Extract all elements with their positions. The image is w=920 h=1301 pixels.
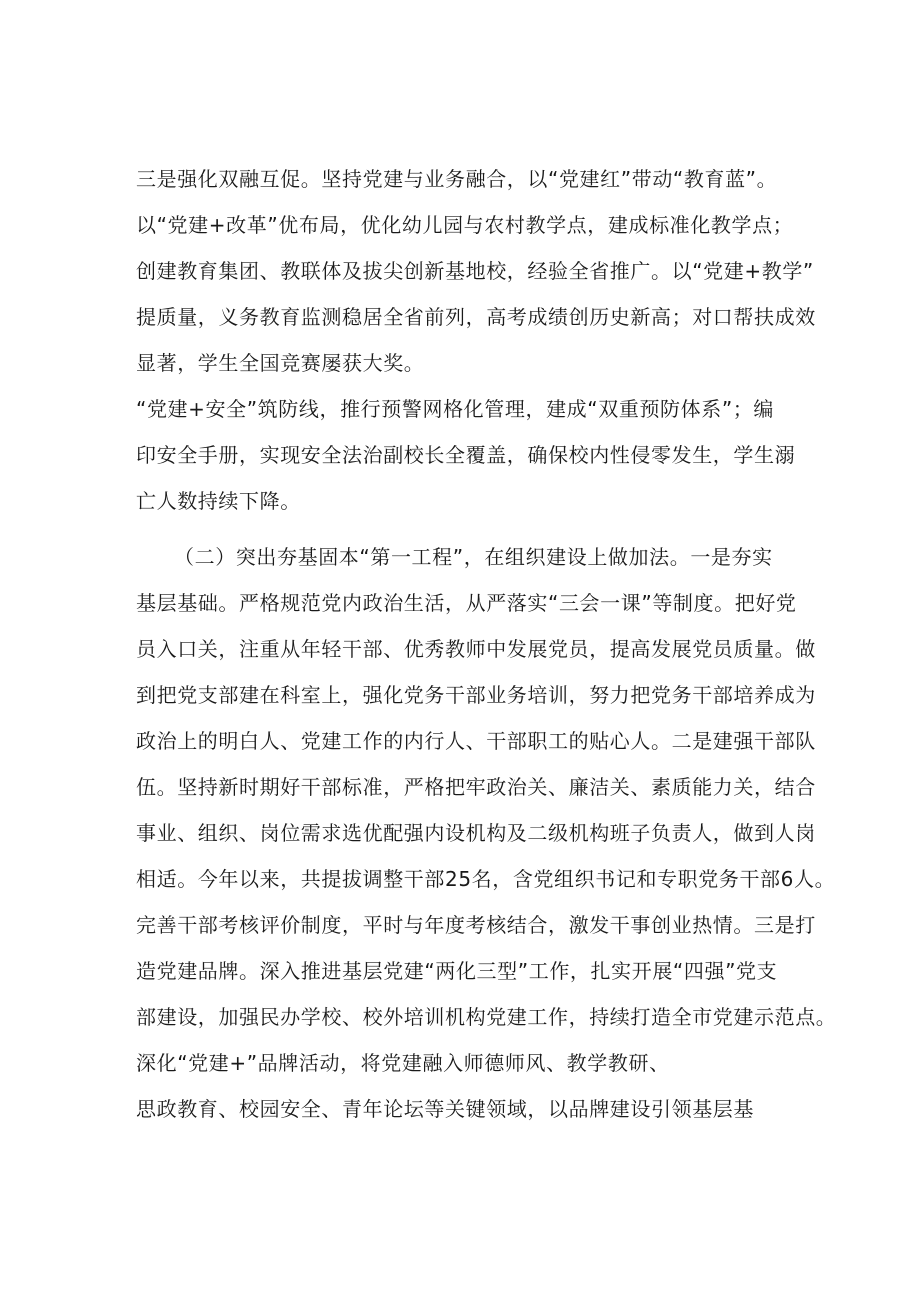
text-line: 伍。坚持新时期好干部标准，严格把牢政治关、廉洁关、素质能力关，结合 [136,775,816,799]
text-line: 基层基础。严格规范党内政治生活，从严落实“三会一课”等制度。把好党 [136,591,797,615]
text-line: 三是强化双融互促。坚持党建与业务融合，以“党建红”带动“教育蓝”。 [136,167,778,191]
text-line: 政治上的明白人、党建工作的内行人、干部职工的贴心人。二是建强干部队 [136,729,816,753]
text-line: 亡人数持续下降。 [136,489,301,513]
text-line: 事业、组织、岗位需求选优配强内设机构及二级机构班子负责人，做到人岗 [136,821,816,845]
section-heading-line: （二）突出夯基固本“第一工程”，在组织建设上做加法。一是夯实 [174,545,773,569]
text-line: “党建+安全”筑防线，推行预警网格化管理，建成“双重预防体系”；编 [136,397,775,421]
text-line: 员入口关，注重从年轻干部、优秀教师中发展党员，提高发展党员质量。做 [136,637,816,661]
text-line: 显著，学生全国竞赛屡获大奖。 [136,351,425,375]
text-line: 造党建品牌。深入推进基层党建“两化三型”工作，扎实开展“四强”党支 [136,959,778,983]
text-line: 到把党支部建在科室上，强化党务干部业务培训，努力把党务干部培养成为 [136,683,816,707]
text-line: 提质量，义务教育监测稳居全省前列，高考成绩创历史新高；对口帮扶成效 [136,305,816,329]
text-line: 完善干部考核评价制度，平时与年度考核结合，激发干事创业热情。三是打 [136,913,816,937]
text-line: 印安全手册，实现安全法治副校长全覆盖，确保校内性侵零发生，学生溺 [136,443,796,467]
text-line: 部建设，加强民办学校、校外培训机构党建工作，持续打造全市党建示范点。 [136,1005,837,1029]
text-line: 创建教育集团、教联体及拔尖创新基地校，经验全省推广。以“党建+教学” [136,259,814,283]
text-line: 以“党建+改革”优布局，优化幼儿园与农村教学点，建成标准化教学点； [136,213,794,237]
text-line: 思政教育、校园安全、青年论坛等关键领域，以品牌建设引领基层基 [136,1097,754,1121]
text-line: 深化“党建+”品牌活动，将党建融入师德师风、教学教研、 [136,1051,670,1075]
text-line: 相适。今年以来，共提拔调整干部25名，含党组织书记和专职党务干部6人。 [136,867,836,891]
